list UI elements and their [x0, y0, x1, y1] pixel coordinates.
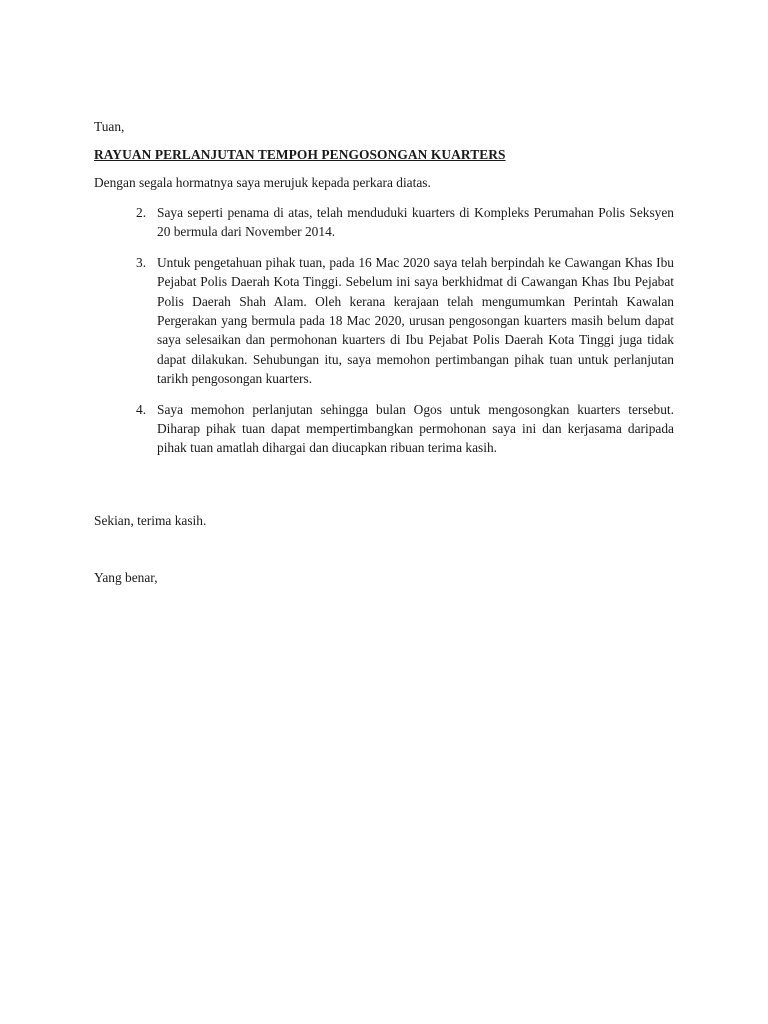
- intro-paragraph: Dengan segala hormatnya saya merujuk kepada perkara diatas.: [94, 175, 431, 190]
- item-text: Saya memohon perlanjutan sehingga bulan Ogos untuk mengosongkan kuarters tersebut. Diharap pihak tuan dapat mempertimbangkan permohonan saya ini dan kerjasama daripada pihak tuan amatlah dihargai dan diucapkan ribuan terima kasih.: [157, 401, 674, 456]
- letter-subject: RAYUAN PERLANJUTAN TEMPOH PENGOSONGAN KUARTERS: [94, 147, 506, 162]
- item-text: Untuk pengetahuan pihak tuan, pada 16 Mac 2020 saya telah berpindah ke Cawangan Khas Ibu Pejabat Polis Daerah Kota Tinggi. Sebelum ini saya berkhidmat di Cawangan Khas Ibu Pejabat Polis Daerah Shah Alam. Oleh kerana kerajaan telah mengumumkan Perintah Kawalan Pergerakan yang bermula pada 18 Mac 2020, urusan pengosongan kuarters masih belum dapat saya selesaikan dan permohonan kuarters di Ibu Pejabat Polis Daerah Kota Tinggi juga tidak dapat dilakukan. Sehubungan itu, saya memohon pertimbangan pihak tuan untuk perlanjutan tarikh pengosongan kuarters.: [157, 254, 674, 387]
- item-number: 2.: [136, 205, 147, 220]
- list-item: [136, 400, 674, 458]
- item-text: Saya seperti penama di atas, telah menduduki kuarters di Kompleks Perumahan Polis Seksyen 20 bermula dari November 2014.: [157, 205, 674, 240]
- item-number: 4.: [136, 401, 147, 417]
- closing-line: Sekian, terima kasih.: [94, 513, 207, 528]
- numbered-paragraph-list: [136, 203, 674, 469]
- signoff-line: Yang benar,: [94, 570, 158, 585]
- list-item: [136, 203, 674, 242]
- salutation: Tuan,: [94, 119, 125, 134]
- list-item: [136, 253, 674, 389]
- item-number: 3.: [136, 254, 147, 270]
